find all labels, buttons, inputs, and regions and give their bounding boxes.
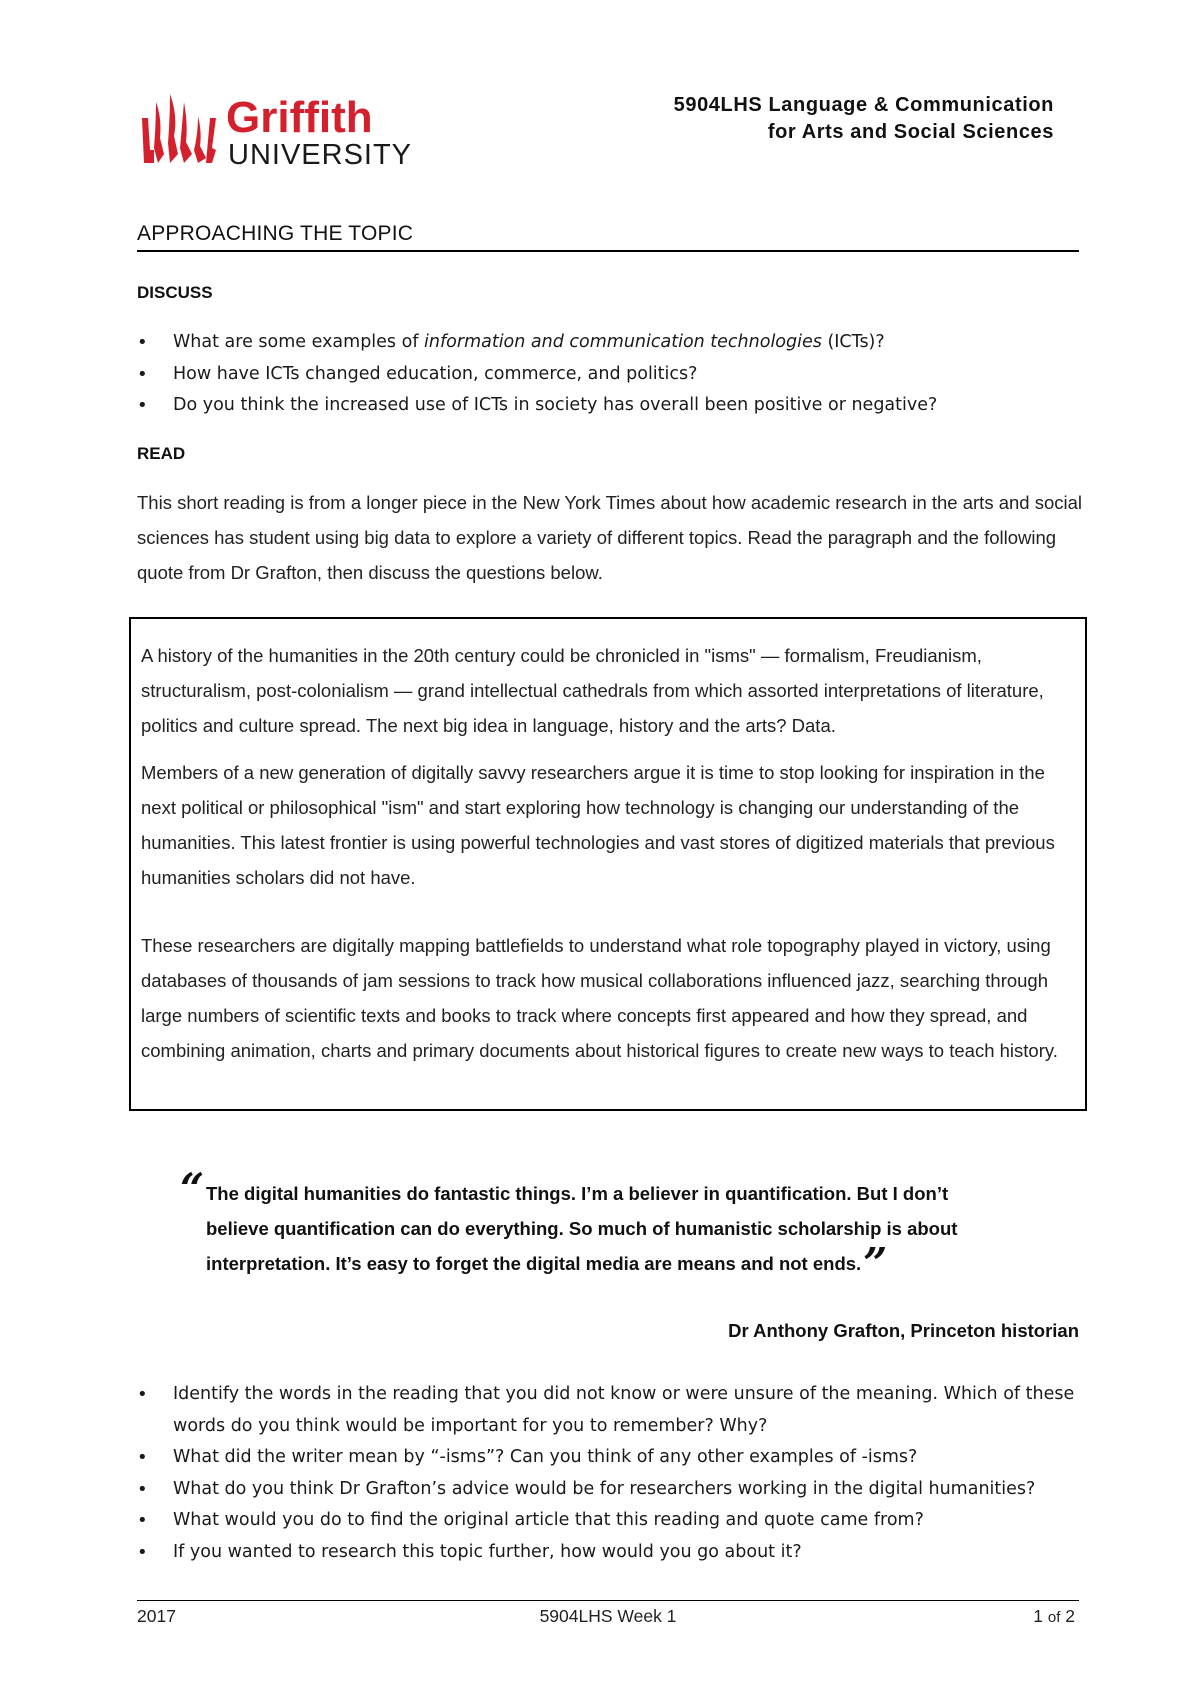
reading-passage-box	[129, 617, 1087, 1111]
pull-quote	[180, 1164, 1006, 1288]
reading-paragraph-2: Members of a new generation of digitally savvy researchers argue it is time to stop looking for inspiration in the next political or philosophical "ism" and start exploring how technology is changing our understanding of the humanities. This latest frontier is using powerful technologies and vast stores of digitized materials that previous humanities scholars did not have.	[141, 762, 1055, 888]
page-title: APPROACHING THE TOPIC	[137, 222, 414, 245]
list-item	[137, 1379, 1087, 1442]
reading-paragraph-1: A history of the humanities in the 20th century could be chronicled in "isms" — formalism, Freudianism, structuralism, post-colonialism — grand intellectual cathedrals from which assorted interpretations of literature, politics and culture spread. The next big idea in language, history and the arts? Data.	[141, 645, 1044, 736]
read-intro: This short reading is from a longer piece in the New York Times about how academic research in the arts and social sciences has student using big data to explore a variety of different topics. Read the paragraph and the following quote from Dr Grafton, then discuss the questions below.	[137, 492, 1083, 583]
logo-sub: UNIVERSITY	[228, 139, 413, 168]
question-5: If you wanted to research this topic further, how would you go about it?	[173, 1541, 802, 1562]
bullet-icon: •	[137, 1541, 148, 1563]
page-of: of	[1047, 1609, 1061, 1626]
footer-page-number	[1033, 1606, 1075, 1627]
bullet-icon: •	[137, 363, 148, 385]
discuss-list	[137, 327, 1097, 422]
bullet-icon: •	[137, 1384, 148, 1405]
bullet-icon: •	[137, 1447, 148, 1468]
list-item	[137, 390, 1097, 422]
list-item	[137, 1505, 1087, 1537]
close-quote-icon: ”	[863, 1239, 888, 1288]
list-item	[137, 359, 1097, 391]
footer-week: 5904LHS Week 1	[539, 1606, 677, 1626]
question-4: What would you do to find the original article that this reading and quote came from?	[173, 1510, 924, 1530]
quote-text: The digital humanities do fantastic things. I’m a believer in quantification. But I don’t believe quantification can do everything. So much of humanistic scholarship is about interpretation. It’s easy to forget the digital media are means and not ends.	[206, 1183, 958, 1274]
course-header	[674, 92, 1054, 146]
open-quote-icon: “	[180, 1164, 205, 1213]
quote-attribution: Dr Anthony Grafton, Princeton historian	[728, 1320, 1079, 1341]
read-heading: READ	[137, 444, 186, 463]
question-1: Identify the words in the reading that you did not know or were unsure of the meaning. Which of these words do you think would be important for you to remember? Why?	[173, 1384, 1075, 1436]
reading-paragraph-3: These researchers are digitally mapping battlefields to understand what role topography played in victory, using databases of thousands of jam sessions to track how musical collaborations influenced jazz, searching through large numbers of scientific texts and books to track where concepts first appeared and how they spread, and combining animation, charts and primary documents about historical figures to create new ways to teach history.	[141, 935, 1058, 1061]
questions-list	[137, 1379, 1087, 1568]
course-line-1: 5904LHS Language & Communication	[673, 94, 1054, 116]
list-item	[137, 1442, 1087, 1474]
question-2: What did the writer mean by “-isms”? Can you think of any other examples of -isms?	[173, 1447, 918, 1467]
discuss-item-1-post: (ICTs)?	[821, 332, 885, 352]
discuss-item-2: How have ICTs changed education, commerce, and politics?	[173, 363, 698, 384]
discuss-item-1-pre: What are some examples of	[173, 332, 425, 352]
page-title-block	[137, 222, 1079, 252]
bullet-icon: •	[137, 1478, 148, 1500]
page-total: 2	[1065, 1606, 1075, 1626]
logo-name: Griffith	[226, 93, 373, 142]
course-line-2: for Arts and Social Sciences	[767, 121, 1054, 143]
logo-mark	[142, 94, 216, 163]
question-3: What do you think Dr Grafton’s advice would be for researchers working in the digital humanities?	[173, 1478, 1036, 1499]
list-item	[137, 327, 1097, 359]
footer-year: 2017	[137, 1606, 176, 1626]
discuss-item-1-em: information and communication technologies	[424, 332, 822, 352]
page-current: 1	[1033, 1606, 1043, 1626]
discuss-item-3: Do you think the increased use of ICTs in society has overall been positive or negative?	[173, 395, 938, 415]
bullet-icon: •	[137, 1510, 148, 1531]
griffith-university-logo	[140, 88, 440, 168]
bullet-icon: •	[137, 395, 148, 416]
list-item	[137, 1474, 1087, 1506]
list-item	[137, 1537, 1087, 1569]
logo-graphic	[140, 88, 440, 168]
discuss-heading: DISCUSS	[137, 283, 213, 302]
bullet-icon: •	[137, 332, 148, 353]
page-footer	[137, 1600, 1079, 1636]
